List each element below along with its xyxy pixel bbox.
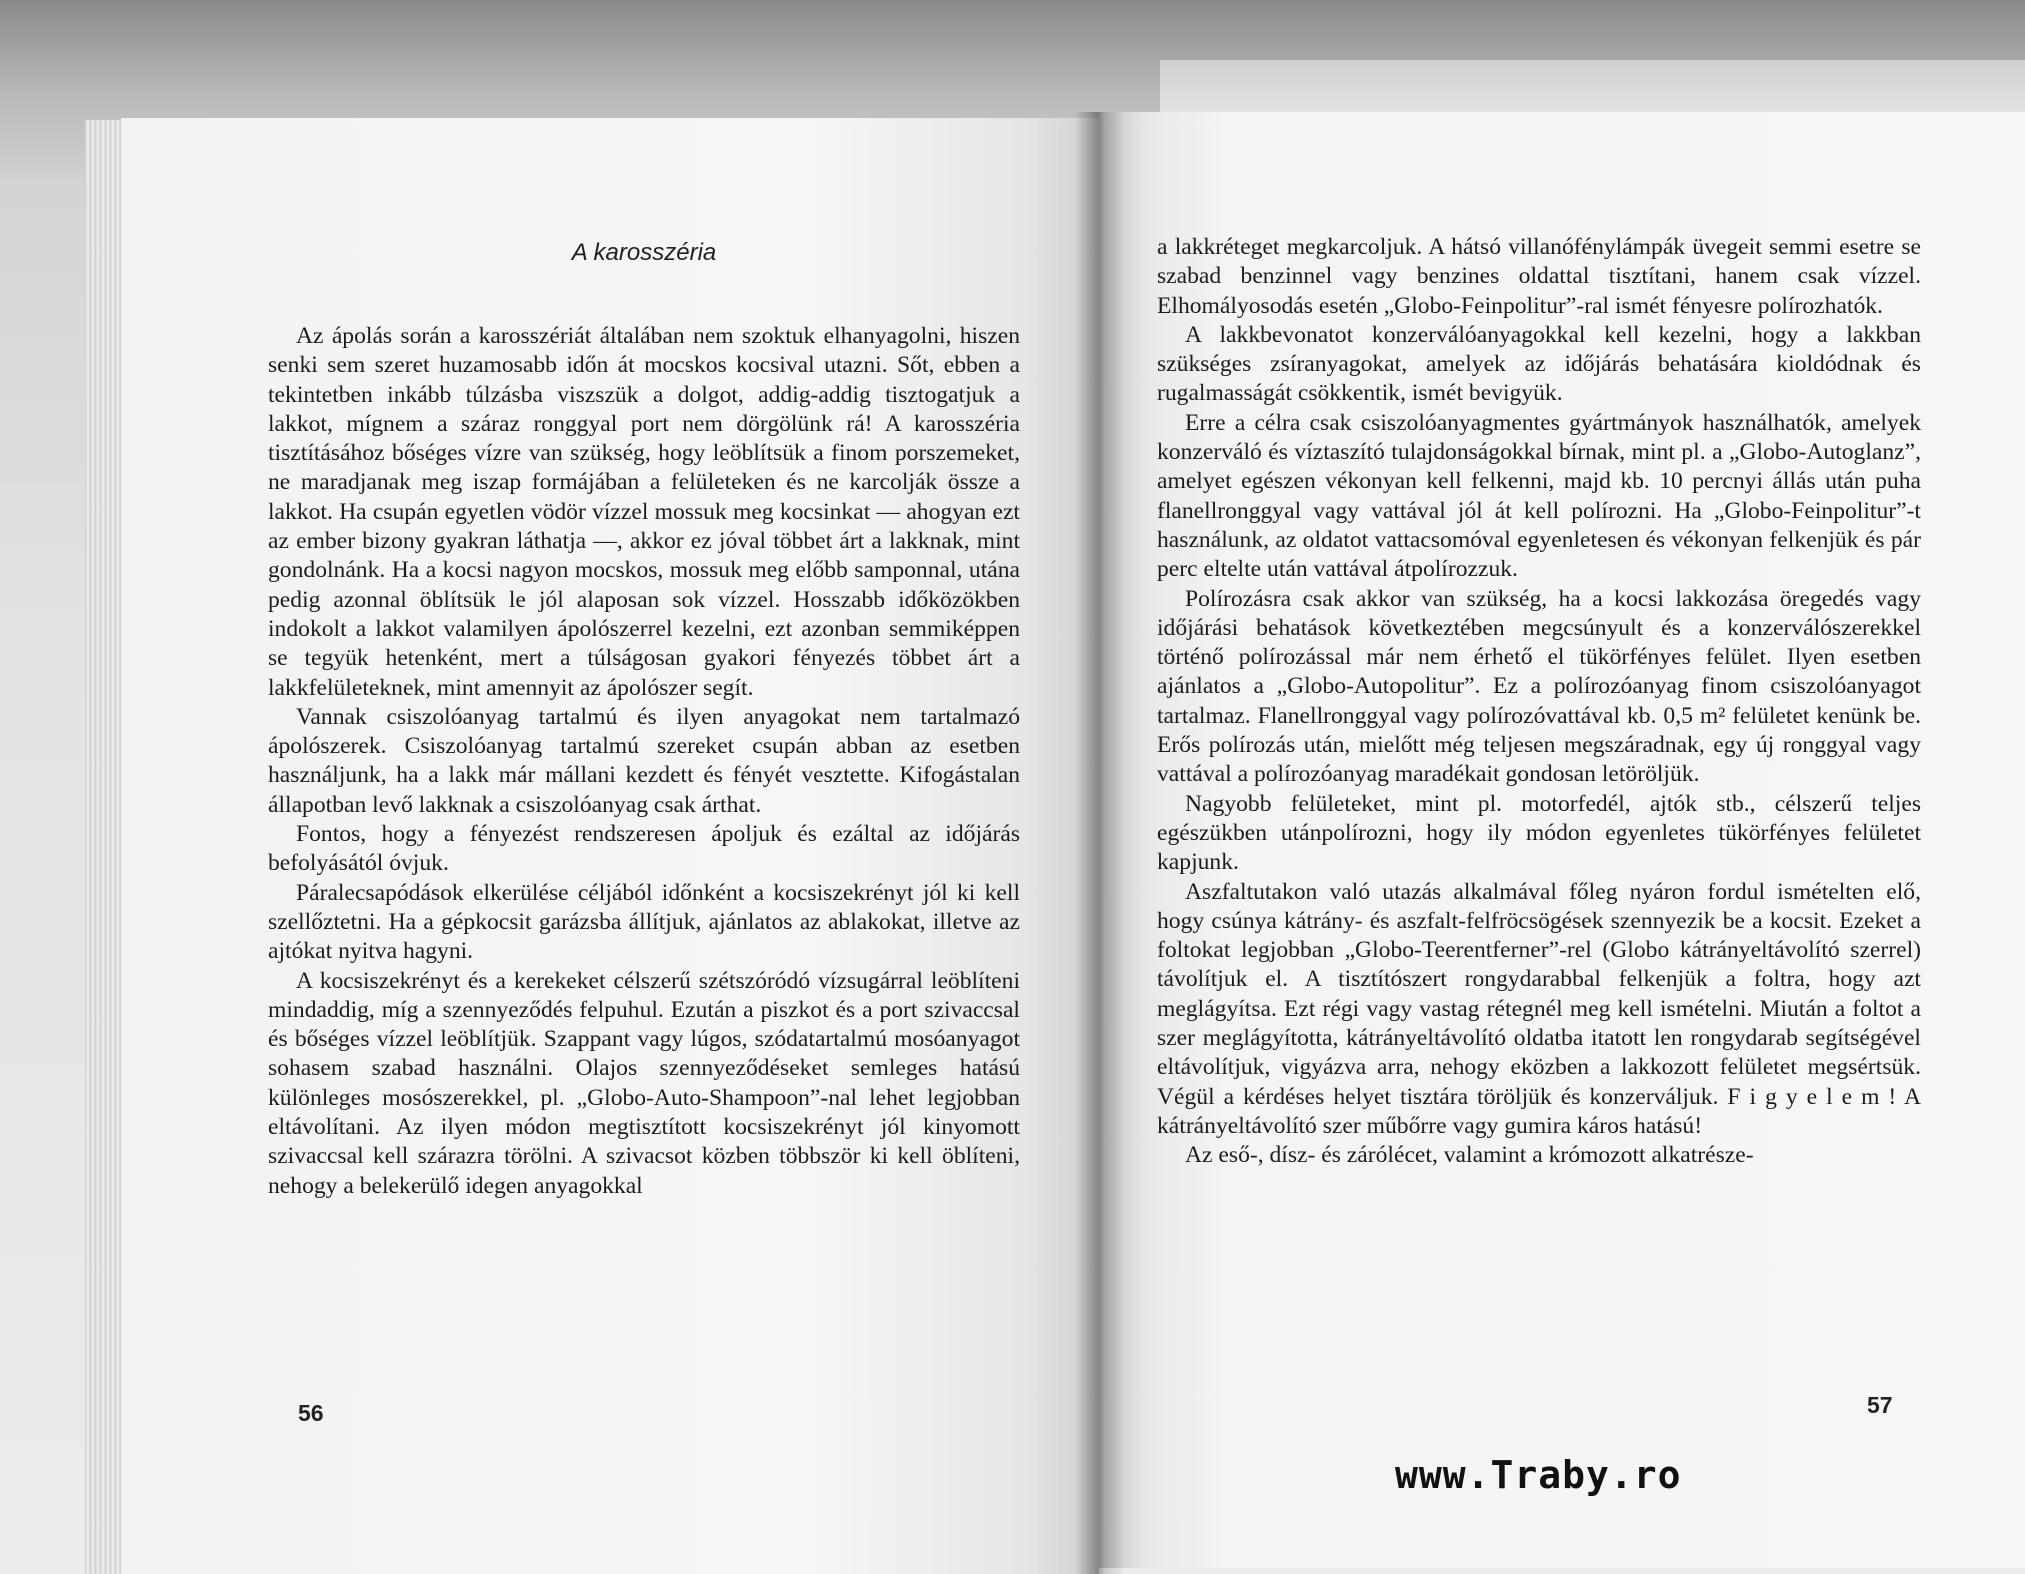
page-number-right: 57 <box>1867 1392 1893 1418</box>
paragraph: Az eső-, dísz- és zárólécet, valamint a krómozott alkatrésze- <box>1185 1142 1754 1169</box>
underlying-sheet <box>1160 60 2025 120</box>
right-page-text <box>1157 233 1921 1171</box>
page-edges <box>85 120 121 1574</box>
paragraph: Aszfaltutakon való utazás alkalmával főleg nyáron fordul ismételten elő, hogy csúnya kátrány- és aszfalt-felfröcsögések szennyezik be a kocsit. Ezeket a foltokat legjobban „Globo-Teerentferner”-rel (Globo kátrányeltávolító szerrel) távolítjuk el. A tisztítószert rongydarabbal felkenjük a foltra, hogy azt meglágyítsa. Ezt régi vagy vastag rétegnél meg kell ismételni. Miután a foltot a szer meglágyította, kátrányeltávolító oldatba itatott len rongydarab segítségével eltávolítjuk, vigyázva arra, nehogy eközben a lakkozott felületet megsértsük. Végül a kérdéses helyet tisztára töröljük és konzerváljuk. F i g y e l e m ! A kátrányeltávolító szer műbőrre vagy gumira káros hatású! <box>1157 878 1921 1139</box>
paragraph: Páralecsapódások elkerülése céljából időnként a kocsiszekrényt jól ki kell szellőztetni. Ha a gépkocsit garázsba állítjuk, ajánlatos az ablakokat, illetve az ajtókat nyitva hagyni. <box>268 879 1020 965</box>
left-page-text <box>268 322 1020 1201</box>
running-head: A karosszéria <box>571 239 717 266</box>
watermark-url: www.Traby.ro <box>1395 1453 1682 1497</box>
paragraph: A kocsiszekrényt és a kerekeket célszerű szétszóródó vízsugárral leöblíteni mindaddig, míg a szennyeződés felpuhul. Ezután a piszkot és a port szivaccsal és bőséges vízzel leöblítjük. Szappant vagy lúgos, szódatartalmú mosóanyagot sohasem szabad használni. Olajos szennyeződéseket semleges hatású különleges mosószerekkel, pl. „Globo-Auto-Shampoon”-nal lehet legjobban eltávolítani. Az ilyen módon megtisztított kocsiszekrényt jól kinyomott szivaccsal kell szárazra törölni. A szivacsot közben többször ki kell öblíteni, nehogy a belekerülő idegen anyagokkal <box>268 967 1020 1199</box>
paragraph: A lakkbevonatot konzerválóanyagokkal kell kezelni, hogy a lakkban szükséges zsíranyagokat, amelyek az időjárás behatására kioldódnak és rugalmasságát csökkentik, ismét bevigyük. <box>1157 321 1921 407</box>
paragraph: Nagyobb felületeket, mint pl. motorfedél, ajtók stb., célszerű teljes egészükben utánpolírozni, hogy ily módon egyenletes tükörfényes felületet kapjunk. <box>1157 790 1921 876</box>
paragraph: Polírozásra csak akkor van szükség, ha a kocsi lakkozása öregedés vagy időjárási behatások következtében megcsúnyult és a konzerválószerekkel történő polírozással már nem érhető el tükörfényes felület. Ilyen esetben ajánlatos a „Globo-Autopolitur”. Ez a polírozóanyag finom csiszolóanyagot tartalmaz. Flanellronggyal vagy polírozóvattával kb. 0,5 m² felületet kenünk be. Erős polírozás után, mielőtt még teljesen megszáradnak, egy új ronggyal vagy vattával a polírozóanyag maradékait gondosan letöröljük. <box>1157 585 1921 788</box>
paragraph: Fontos, hogy a fényezést rendszeresen ápoljuk és ezáltal az időjárás befolyásától óvjuk. <box>268 821 1020 877</box>
paragraph: Erre a célra csak csiszolóanyagmentes gyártmányok használhatók, amelyek konzerváló és víztaszító tulajdonságokkal bírnak, mint pl. a „Globo-Autoglanz”, amelyet egészen vékonyan kell felkenni, majd kb. 10 percnyi állás után puha flanellronggyal vagy vattával jól át kell polírozni. Ha „Globo-Feinpolitur”-t használunk, az oldatot vattacsomóval egyenletesen és vékonyan felkenjük és pár perc eltelte után vattával átpolírozzuk. <box>1157 409 1921 583</box>
paragraph: a lakkréteget megkarcoljuk. A hátsó villanófénylámpák üvegeit semmi esetre se szabad benzinnel vagy benzines oldattal tisztítani, hanem csak vízzel. Elhomályosodás esetén „Globo-Feinpolitur”-ral ismét fényesre polírozhatók. <box>1157 234 1921 319</box>
paragraph: Vannak csiszolóanyag tartalmú és ilyen anyagokat nem tartalmazó ápolószerek. Csiszolóanyag tartalmú szereket csupán abban az esetben használjunk, ha a lakk már mállani kezdett és fényét vesztette. Kifogástalan állapotban levő lakknak a csiszolóanyag csak árthat. <box>268 703 1020 818</box>
page-number-left: 56 <box>298 1400 324 1426</box>
book-gutter <box>1075 112 1125 1574</box>
paragraph: Az ápolás során a karosszériát általában nem szoktuk elhanyagolni, hiszen senki sem szeret huzamosabb időn át mocskos kocsival utazni. Sőt, ebben a tekintetben inkább túlzásba viszszük a dolgot, addig-addig tisztogatjuk a lakkot, mígnem a száraz ronggyal port nem dörgölünk rá! A karosszéria tisztításához bőséges vízre van szükség, hogy leöblítsük a finom porszemeket, ne maradjanak meg iszap formájában a felületeken és ne karcolják össze a lakkot. Ha csupán egyetlen vödör vízzel mossuk meg kocsinkat — ahogyan ezt az ember bizony gyakran láthatja —, akkor ez jóval többet árt a lakknak, mint gondolnánk. Ha a kocsi nagyon mocskos, mossuk meg előbb samponnal, utána pedig azonnal öblítsük le jól alaposan sok vízzel. Hosszabb időközökben indokolt a lakkot valamilyen ápolószerrel kezelni, ezt azonban semmiképpen se tegyük hetenként, mert a túlságosan gyakori fényezés többet árt a lakkfelületeknek, mint amennyit az ápolószer segít. <box>268 323 1020 701</box>
